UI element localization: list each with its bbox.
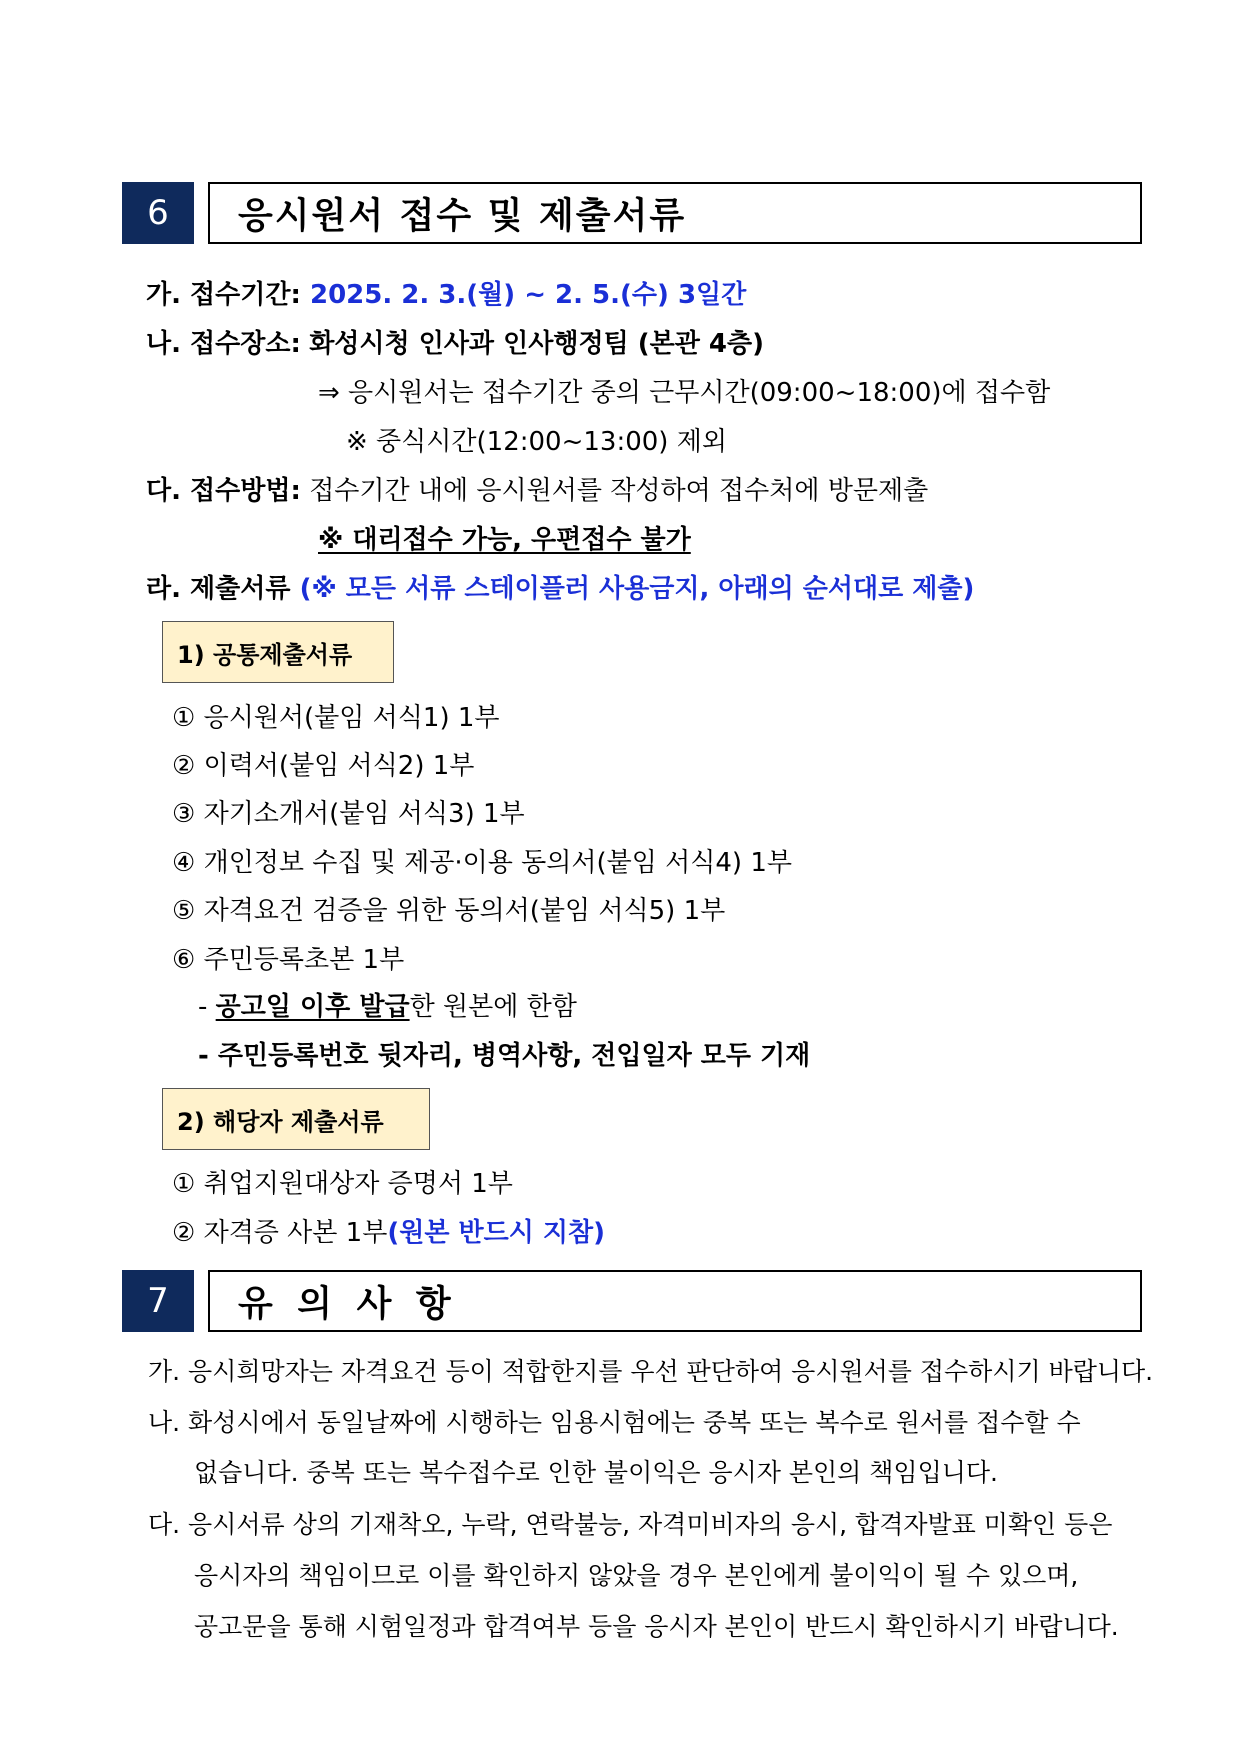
- resident-copy-sub1: [198, 986, 577, 1023]
- applicant-item-1: ① 취업지원대상자 증명서 1부: [172, 1169, 513, 1199]
- notice-da-line1: 다. 응시서류 상의 기재착오, 누락, 연락불능, 자격미비자의 응시, 합격자발표 미확인 등은: [148, 1510, 1113, 1539]
- reception-method-value: 접수기간 내에 응시원서를 작성하여 접수처에 방문제출: [309, 476, 929, 506]
- section-6-number: 6: [122, 182, 194, 244]
- documents-note: (※ 모든 서류 스테이플러 사용금지, 아래의 순서대로 제출): [299, 574, 975, 604]
- reception-method-label: 다. 접수방법:: [146, 476, 301, 506]
- common-item-2: ② 이력서(붙임 서식2) 1부: [172, 751, 475, 781]
- applicant-item-2-text: ② 자격증 사본 1부: [172, 1218, 388, 1248]
- applicant-item-2: [172, 1212, 605, 1249]
- common-item-6: ⑥ 주민등록초본 1부: [172, 945, 405, 975]
- notice-ga: 가. 응시희망자는 자격요건 등이 적합한지를 우선 판단하여 응시원서를 접수하시기 바랍니다.: [148, 1357, 1154, 1386]
- section-6-title: 응시원서 접수 및 제출서류: [238, 195, 687, 237]
- documents-row: [146, 568, 974, 605]
- section-7-title: 유 의 사 항: [238, 1283, 457, 1325]
- applicant-documents-title: 2) 해당자 제출서류: [162, 1088, 430, 1150]
- common-item-3: ③ 자기소개서(붙임 서식3) 1부: [172, 799, 525, 829]
- section-7-number: 7: [122, 1270, 194, 1332]
- reception-method-row: [146, 470, 928, 507]
- reception-place-value: 화성시청 인사과 인사행정팀 (본관 4층): [309, 329, 764, 359]
- documents-label: 라. 제출서류: [146, 574, 291, 604]
- reception-place-label: 나. 접수장소:: [146, 329, 301, 359]
- notice-da-line3: 공고문을 통해 시험일정과 합격여부 등을 응시자 본인이 반드시 확인하시기 바랍니다.: [194, 1612, 1119, 1641]
- common-item-5: ⑤ 자격요건 검증을 위한 동의서(붙임 서식5) 1부: [172, 896, 726, 926]
- applicant-item-2-note: (원본 반드시 지참): [387, 1218, 606, 1248]
- reception-period-row: [146, 274, 746, 311]
- common-item-1: ① 응시원서(붙임 서식1) 1부: [172, 703, 500, 733]
- resident-copy-sub2: - 주민등록번호 뒷자리, 병역사항, 전입일자 모두 기재: [198, 1041, 811, 1071]
- sub1-rest: 한 원본에 한함: [409, 992, 577, 1022]
- sub1-bold: 공고일 이후 발급: [215, 992, 410, 1022]
- proxy-mail-note: ※ 대리접수 가능, 우편접수 불가: [318, 525, 691, 555]
- reception-period-label: 가. 접수기간:: [146, 280, 301, 310]
- notice-na-line2: 없습니다. 중복 또는 복수접수로 인한 불이익은 응시자 본인의 책임입니다.: [194, 1458, 998, 1487]
- sub1-dash: -: [198, 992, 216, 1022]
- reception-hours-note: ⇒ 응시원서는 접수기간 중의 근무시간(09:00~18:00)에 접수함: [318, 378, 1051, 408]
- common-documents-title: 1) 공통제출서류: [162, 621, 394, 683]
- reception-period-value: 2025. 2. 3.(월) ~ 2. 5.(수) 3일간: [309, 280, 747, 310]
- section-6-title-box: [208, 182, 1142, 244]
- common-item-4: ④ 개인정보 수집 및 제공·이용 동의서(붙임 서식4) 1부: [172, 848, 793, 878]
- lunch-break-note: ※ 중식시간(12:00~13:00) 제외: [346, 427, 727, 457]
- notice-na-line1: 나. 화성시에서 동일날짜에 시행하는 임용시험에는 중복 또는 복수로 원서를 접수할 수: [148, 1408, 1081, 1437]
- notice-da-line2: 응시자의 책임이므로 이를 확인하지 않았을 경우 본인에게 불이익이 될 수 있으며,: [194, 1561, 1079, 1590]
- section-7-title-box: [208, 1270, 1142, 1332]
- reception-place-row: [146, 323, 764, 360]
